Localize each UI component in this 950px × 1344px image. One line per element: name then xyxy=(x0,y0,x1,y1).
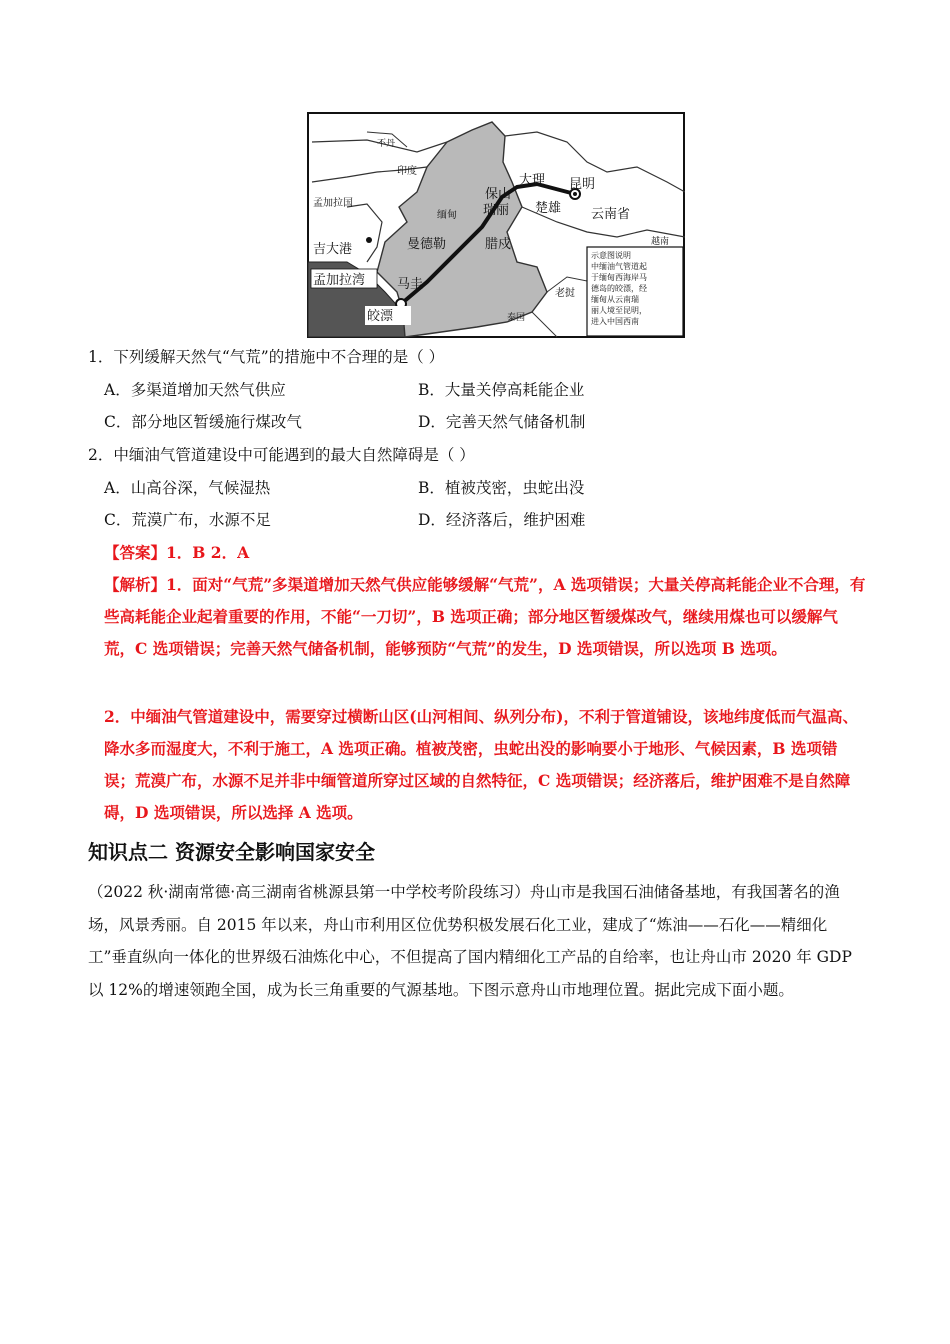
pipeline-map xyxy=(307,112,685,338)
question-1-option-d: D．完善天然气储备机制 xyxy=(418,413,586,431)
map-label-dali: 大理 xyxy=(519,173,546,188)
question-2-stem: 2．中缅油气管道建设中可能遇到的最大自然障碍是（ ） xyxy=(88,446,475,464)
analysis-2-text: 2．中缅油气管道建设中，需要穿过横断山区(山河相间、纵列分布)，不利于管道铺设，该地纬度低而气温高、降水多而湿度大，不利于施工，A 选项正确。植被茂密，虫蛇出没的影响要小于地形、气候因素，B 选项错误；荒漠广布，水源不足并非中缅管道所穿过区域的自然特征，C 选项错误；经济落后，维护困难不是自然障碍，D 选项错误，所以选择 A 选项。 xyxy=(104,707,858,822)
map-legend xyxy=(591,250,647,326)
map-label-kunming: 昆明 xyxy=(569,177,596,192)
question-1-option-a: A．多渠道增加天然气供应 xyxy=(104,381,286,399)
map-label-thailand: 泰国 xyxy=(507,313,526,323)
map-label-india: 印度 xyxy=(397,166,417,177)
legend-line: 德岛的皎漂，经 xyxy=(591,284,647,293)
section-heading: 知识点二 资源安全影响国家安全 xyxy=(88,840,375,864)
intro-text: （2022 秋·湖南常德·高三湖南省桃源县第一中学校考阶段练习）舟山市是我国石油储备基地，有我国著名的渔场，风景秀丽。自 2015 年以来，舟山市利用区位优势积极发展石化工业，建成了“炼油——石化——精细化工”垂直纵向一体化的世界级石油炼化中心，不但提高了国内精细化工产品的自给率，也让舟山市 2020 年 GDP 以 12%的增速领跑全国，成为长三角重要的气源基地。下图示意舟山市地理位置。据此完成下面小题。 xyxy=(88,883,852,999)
legend-line: 示意图说明 xyxy=(591,251,631,260)
question-2-option-d: D．经济落后，维护困难 xyxy=(418,511,586,529)
map-label-chuxiong: 楚雄 xyxy=(535,201,562,216)
map-label-chittagong: 吉大港 xyxy=(313,242,353,257)
map-label-vietnam: 越南 xyxy=(651,237,670,247)
analysis-1-text: 【解析】1．面对“气荒”多渠道增加天然气供应能够缓解“气荒”，A 选项错误；大量关停高耗能企业不合理，有些高耗能企业起着重要的作用，不能“一刀切”，B 选项正确；部分地区暂缓煤改气，继续用煤也可以缓解气荒，C 选项错误；完善天然气储备机制，能够预防“气荒”的发生，D 选项错误，所以选项 B 选项。 xyxy=(104,575,866,658)
map-label-lashio: 腊戍 xyxy=(485,237,512,252)
intro-paragraph xyxy=(88,876,864,1006)
answer-key: 【答案】1．B 2．A xyxy=(104,543,250,562)
map-label-ruili: 瑞丽 xyxy=(483,203,510,218)
map-label-bangladesh: 孟加拉国 xyxy=(313,198,353,209)
map-label-bay: 孟加拉湾 xyxy=(313,273,366,288)
map-label-kyaukphyu: 皎漂 xyxy=(367,309,394,324)
legend-line: 进入中国西南 xyxy=(591,317,639,326)
question-1-option-c: C．部分地区暂缓施行煤改气 xyxy=(104,413,302,431)
legend-line: 缅甸从云南瑞 xyxy=(591,295,639,304)
map-label-laos: 老挝 xyxy=(555,288,575,299)
map-label-bhutan: 不丹 xyxy=(377,139,396,149)
question-1-option-b: B．大量关停高耗能企业 xyxy=(418,381,585,399)
map-label-baoshan: 保山 xyxy=(485,187,512,202)
legend-line: 丽人境至昆明， xyxy=(591,306,647,315)
map-label-myanmar: 缅甸 xyxy=(437,210,457,221)
analysis-1 xyxy=(104,569,866,665)
legend-line: 中缅油气管道起 xyxy=(591,262,647,271)
map-graphic xyxy=(307,112,685,338)
analysis-2 xyxy=(104,701,866,829)
legend-line: 于缅甸西海岸马 xyxy=(591,273,647,282)
question-2-option-c: C．荒漠广布，水源不足 xyxy=(104,511,271,529)
question-2-option-b: B．植被茂密，虫蛇出没 xyxy=(418,479,585,497)
map-label-magway: 马圭 xyxy=(397,277,424,292)
map-label-mandalay: 曼德勒 xyxy=(407,237,447,252)
question-1-stem: 1．下列缓解天然气“气荒”的措施中不合理的是（ ） xyxy=(88,348,445,366)
question-2-option-a: A．山高谷深，气候湿热 xyxy=(104,479,271,497)
map-label-yunnan: 云南省 xyxy=(591,207,631,222)
